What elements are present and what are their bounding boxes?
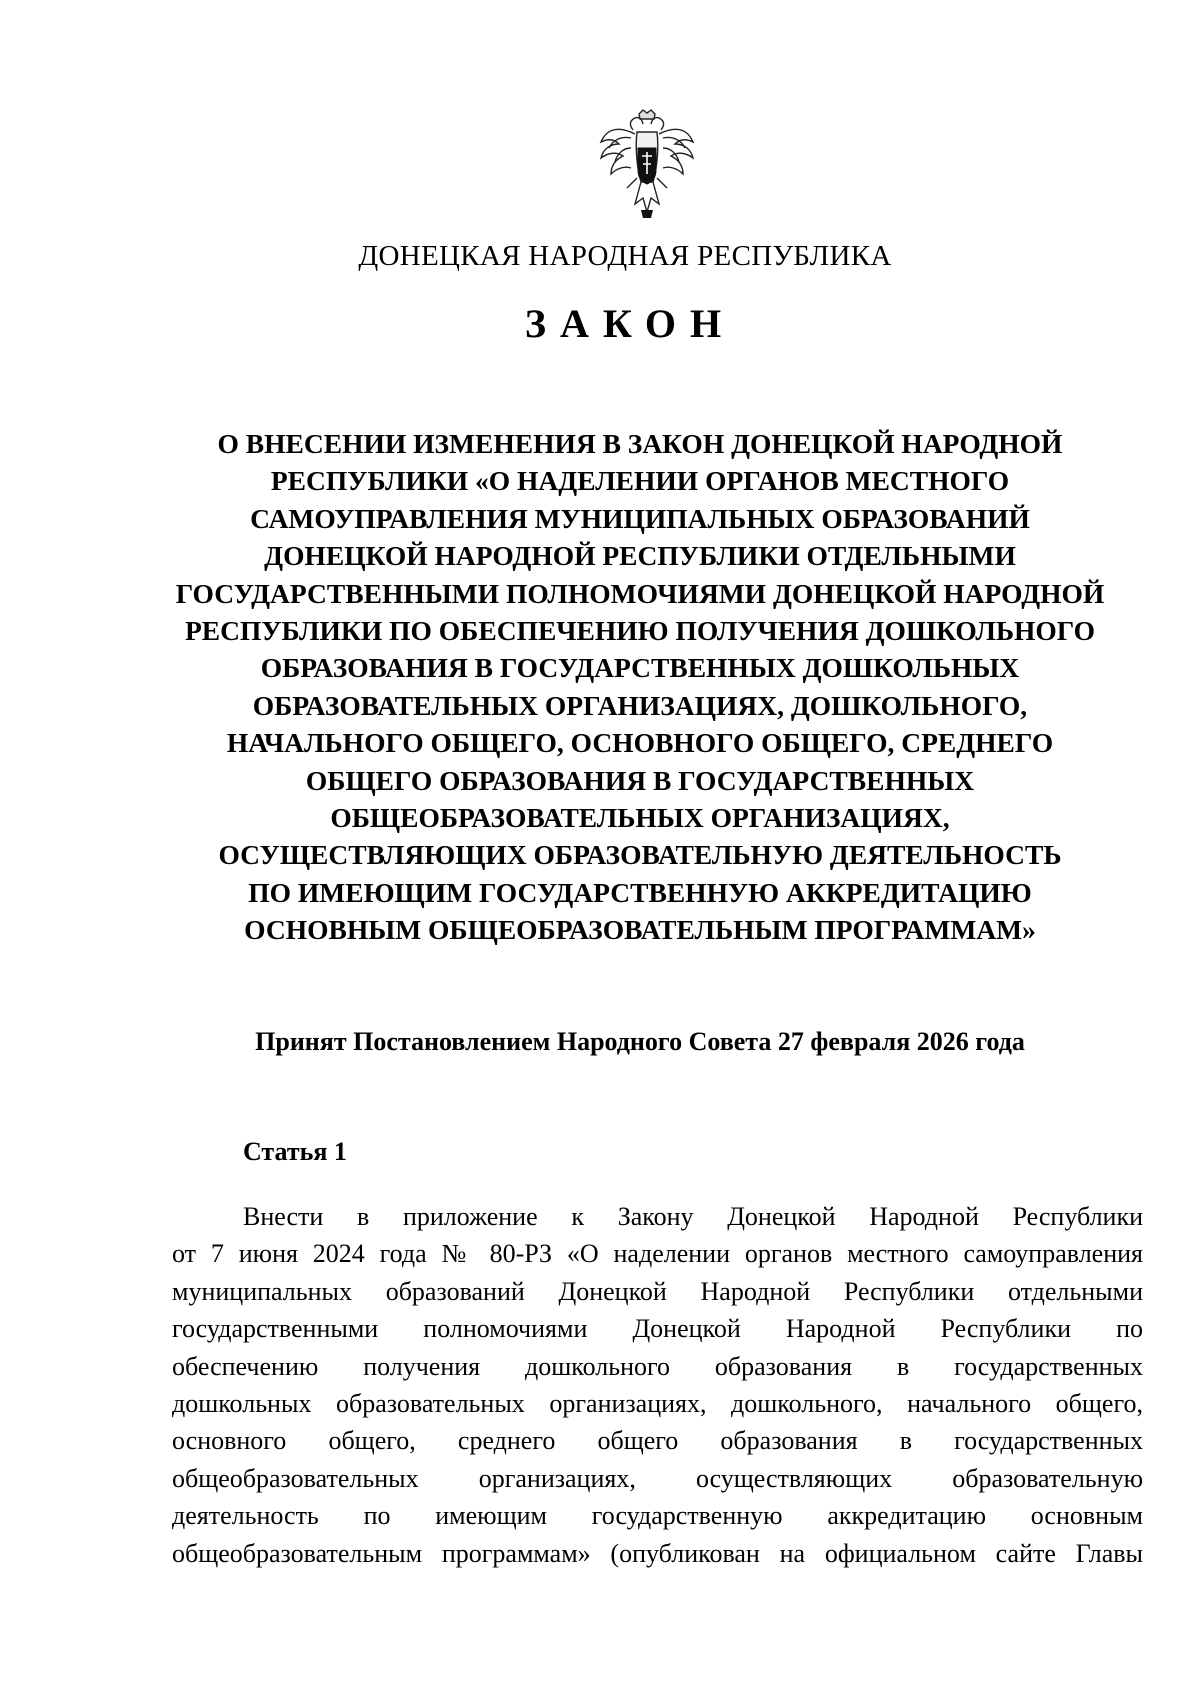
heading-line: РЕСПУБЛИКИ «О НАДЕЛЕНИИ ОРГАНОВ МЕСТНОГО bbox=[270, 465, 1010, 497]
heading-line: САМОУПРАВЛЕНИЯ МУНИЦИПАЛЬНЫХ ОБРАЗОВАНИЙ bbox=[250, 502, 1030, 534]
heading-line: ГОСУДАРСТВЕННЫМИ ПОЛНОМОЧИЯМИ ДОНЕЦКОЙ НАРОДНОЙ bbox=[175, 577, 1105, 609]
article-body bbox=[172, 1198, 1143, 1572]
body-line: общеобразовательным программам» (опубликован на официальном сайте Главы bbox=[172, 1538, 1143, 1568]
eagle-coat-of-arms-icon bbox=[597, 108, 697, 220]
heading-line: ДОНЕЦКОЙ НАРОДНОЙ РЕСПУБЛИКИ ОТДЕЛЬНЫМИ bbox=[264, 540, 1016, 572]
body-line: государственными полномочиями Донецкой Народной Республики по bbox=[172, 1314, 1143, 1344]
law-heading bbox=[170, 425, 1110, 949]
heading-line: ОСУЩЕСТВЛЯЮЩИХ ОБРАЗОВАТЕЛЬНУЮ ДЕЯТЕЛЬНОСТЬ bbox=[218, 839, 1062, 871]
body-line: основного общего, среднего общего образования в государственных bbox=[172, 1426, 1143, 1456]
heading-line: ОСНОВНЫМ ОБЩЕОБРАЗОВАТЕЛЬНЫМ ПРОГРАММАМ» bbox=[244, 914, 1036, 946]
body-line: Внести в приложение к Закону Донецкой Народной Республики bbox=[243, 1202, 1143, 1231]
body-line: общеобразовательных организациях, осуществляющих образовательную bbox=[172, 1463, 1143, 1493]
heading-line: ОБРАЗОВАТЕЛЬНЫХ ОРГАНИЗАЦИЯХ, ДОШКОЛЬНОГО, bbox=[252, 689, 1028, 721]
body-line: от 7 июня 2024 года № 80-РЗ «О наделении органов местного самоуправления bbox=[172, 1239, 1143, 1269]
body-line: деятельность по имеющим государственную аккредитацию основным bbox=[172, 1501, 1143, 1531]
body-line: муниципальных образований Донецкой Народной Республики отдельными bbox=[172, 1276, 1143, 1306]
article-title: Статья 1 bbox=[243, 1137, 347, 1166]
body-line: обеспечению получения дошкольного образования в государственных bbox=[172, 1351, 1143, 1381]
heading-line: ОБЩЕГО ОБРАЗОВАНИЯ В ГОСУДАРСТВЕННЫХ bbox=[305, 764, 975, 796]
heading-line: НАЧАЛЬНОГО ОБЩЕГО, ОСНОВНОГО ОБЩЕГО, СРЕДНЕГО bbox=[226, 727, 1054, 759]
heading-line: ПО ИМЕЮЩИМ ГОСУДАРСТВЕННУЮ АККРЕДИТАЦИЮ bbox=[248, 876, 1032, 908]
heading-line: ОБРАЗОВАНИЯ В ГОСУДАРСТВЕННЫХ ДОШКОЛЬНЫХ bbox=[260, 652, 1020, 684]
heading-line: О ВНЕСЕНИИ ИЗМЕНЕНИЯ В ЗАКОН ДОНЕЦКОЙ НАРОДНОЙ bbox=[217, 428, 1063, 459]
republic-name: ДОНЕЦКАЯ НАРОДНАЯ РЕСПУБЛИКА bbox=[358, 240, 892, 272]
heading-line: ОБЩЕОБРАЗОВАТЕЛЬНЫХ ОРГАНИЗАЦИЯХ, bbox=[330, 802, 950, 834]
adoption-statement: Принят Постановлением Народного Совета 27 февраля 2026 года bbox=[255, 1027, 1025, 1056]
document-type-title: ЗАКОН bbox=[524, 301, 736, 346]
body-line: дошкольных образовательных организациях, дошкольного, начального общего, bbox=[172, 1388, 1143, 1418]
heading-line: РЕСПУБЛИКИ ПО ОБЕСПЕЧЕНИЮ ПОЛУЧЕНИЯ ДОШКОЛЬНОГО bbox=[184, 615, 1096, 647]
